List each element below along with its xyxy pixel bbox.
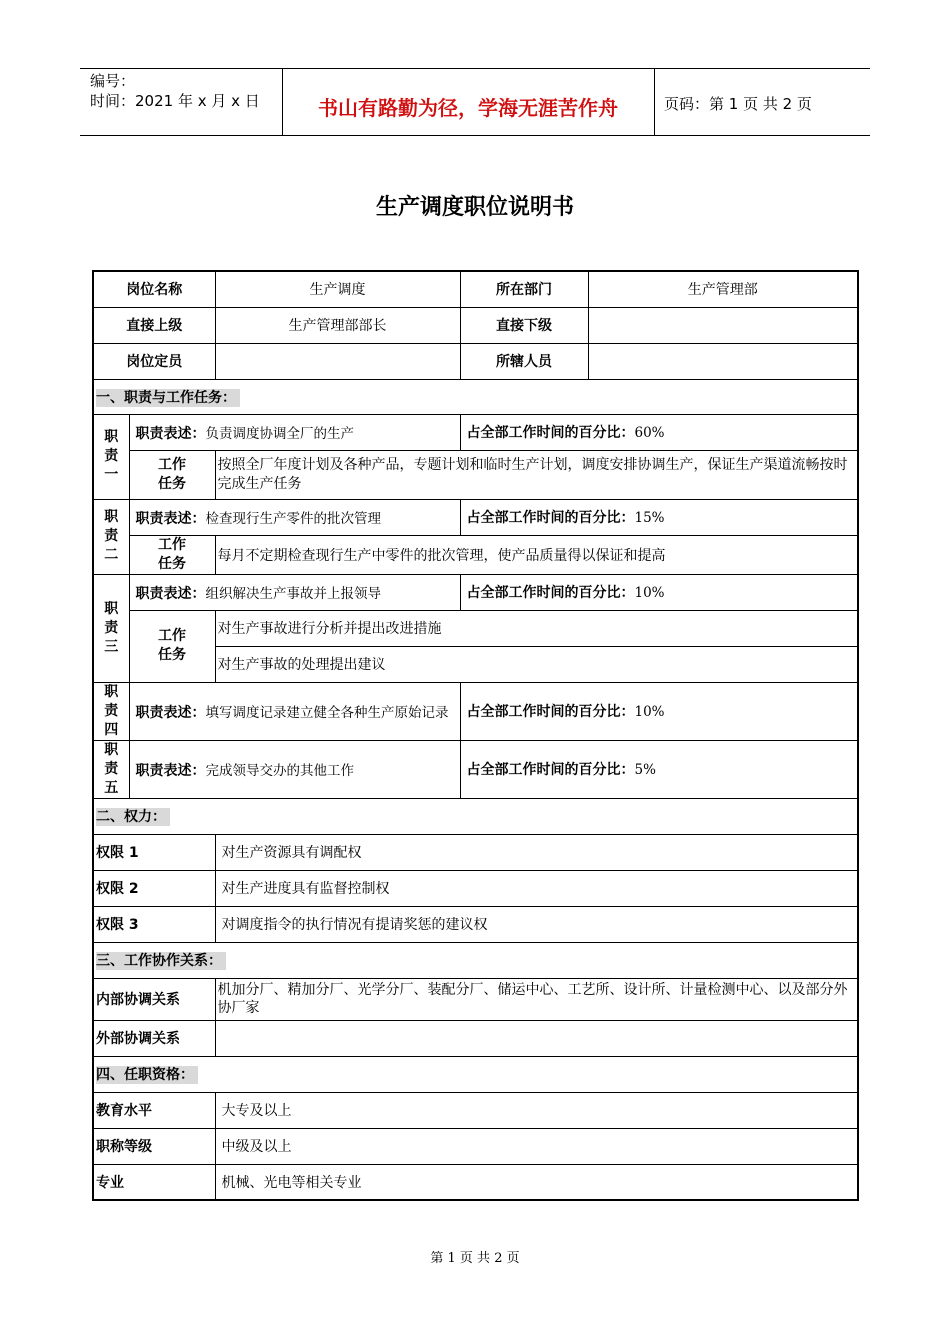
position-name-label: 岗位名称 xyxy=(93,271,215,307)
task-label: 工作 任务 xyxy=(129,450,215,499)
duty-percent-label: 占全部工作时间的百分比： xyxy=(466,425,635,441)
qualification-label: 教育水平 xyxy=(93,1092,215,1128)
page-indicator: 页码：第 1 页 共 2 页 xyxy=(664,95,812,113)
authority-text: 对生产资源具有调配权 xyxy=(215,834,858,870)
external-relations-text xyxy=(215,1020,858,1056)
authority-text: 对生产进度具有监督控制权 xyxy=(215,870,858,906)
qualification-label: 专业 xyxy=(93,1164,215,1200)
task-text: 对生产事故进行分析并提出改进措施 xyxy=(215,610,858,646)
staff-value xyxy=(588,343,858,379)
duty-percent: 10% xyxy=(634,585,665,601)
duty-percent-label: 占全部工作时间的百分比： xyxy=(466,762,635,778)
basic-row xyxy=(93,271,858,307)
duty-desc-label: 职责表述： xyxy=(135,585,206,602)
duty-percent: 5% xyxy=(634,762,656,778)
authority-text: 对调度指令的执行情况有提请奖惩的建议权 xyxy=(215,906,858,942)
duty-percent-label: 占全部工作时间的百分比： xyxy=(466,510,635,526)
document-date: 时间：2021 年 x 月 x 日 xyxy=(90,92,260,110)
section-title-authority: 二、权力： xyxy=(96,808,170,826)
header-top-rule xyxy=(80,68,870,69)
qualification-text: 机械、光电等相关专业 xyxy=(215,1164,858,1200)
duty-task-row xyxy=(93,535,858,574)
duty-percent-label: 占全部工作时间的百分比： xyxy=(466,704,635,720)
subordinate-value xyxy=(588,307,858,343)
section-title-relations: 三、工作协作关系： xyxy=(96,952,226,970)
duty-row xyxy=(93,414,858,450)
section-header xyxy=(93,1056,858,1092)
position-name-value: 生产调度 xyxy=(215,271,460,307)
task-label: 工作 任务 xyxy=(129,535,215,574)
duty-desc-label: 职责表述： xyxy=(135,510,206,527)
duty-percent-label: 占全部工作时间的百分比： xyxy=(466,585,635,601)
authority-label: 权限 3 xyxy=(93,906,215,942)
task-label: 工作 任务 xyxy=(129,610,215,682)
duty-desc-label: 职责表述： xyxy=(135,762,206,779)
duty-label: 职 责 四 xyxy=(93,682,129,740)
qualification-row xyxy=(93,1092,858,1128)
headcount-label: 岗位定员 xyxy=(93,343,215,379)
duty-row xyxy=(93,682,858,740)
headcount-value xyxy=(215,343,460,379)
task-text: 对生产事故的处理提出建议 xyxy=(215,646,858,682)
qualification-text: 中级及以上 xyxy=(215,1128,858,1164)
page-footer: 第 1 页 共 2 页 xyxy=(430,1251,520,1266)
duty-desc: 完成领导交办的其他工作 xyxy=(205,762,354,779)
superior-value: 生产管理部部长 xyxy=(215,307,460,343)
basic-row xyxy=(93,343,858,379)
qualification-row xyxy=(93,1128,858,1164)
task-text: 按照全厂年度计划及各种产品，专题计划和临时生产计划，调度安排协调生产，保证生产渠道流畅按时完成生产任务 xyxy=(215,450,858,499)
duty-label: 职 责 一 xyxy=(93,414,129,499)
motto: 书山有路勤为径，学海无涯苦作舟 xyxy=(318,96,618,120)
duty-row xyxy=(93,574,858,610)
duty-percent: 60% xyxy=(634,425,665,441)
header-divider xyxy=(654,68,655,136)
qualification-text: 大专及以上 xyxy=(215,1092,858,1128)
duty-label: 职 责 五 xyxy=(93,740,129,798)
subordinate-label: 直接下级 xyxy=(460,307,588,343)
task-text: 每月不定期检查现行生产中零件的批次管理，使产品质量得以保证和提高 xyxy=(215,535,858,574)
duty-desc: 负责调度协调全厂的生产 xyxy=(205,425,354,442)
qualification-row xyxy=(93,1164,858,1200)
qualification-label: 职称等级 xyxy=(93,1128,215,1164)
internal-relations-label: 内部协调关系 xyxy=(93,978,215,1020)
authority-row xyxy=(93,870,858,906)
authority-row xyxy=(93,906,858,942)
relation-row xyxy=(93,1020,858,1056)
duty-task-row xyxy=(93,610,858,646)
external-relations-label: 外部协调关系 xyxy=(93,1020,215,1056)
authority-row xyxy=(93,834,858,870)
duty-desc-label: 职责表述： xyxy=(135,704,206,721)
document-number: 编号： xyxy=(90,72,136,90)
section-header xyxy=(93,798,858,834)
internal-relations-text: 机加分厂、精加分厂、光学分厂、装配分厂、储运中心、工艺所、设计所、计量检测中心、以及部分外协厂家 xyxy=(215,978,858,1020)
duty-label: 职 责 二 xyxy=(93,499,129,574)
page-title: 生产调度职位说明书 xyxy=(375,195,574,220)
duty-percent: 10% xyxy=(634,704,665,720)
duty-desc: 填写调度记录建立健全各种生产原始记录 xyxy=(205,704,449,721)
duty-desc: 检查现行生产零件的批次管理 xyxy=(205,510,381,527)
duty-row xyxy=(93,499,858,535)
job-description-table xyxy=(92,270,859,1201)
authority-label: 权限 2 xyxy=(93,870,215,906)
staff-label: 所辖人员 xyxy=(460,343,588,379)
duty-percent: 15% xyxy=(634,510,665,526)
authority-label: 权限 1 xyxy=(93,834,215,870)
superior-label: 直接上级 xyxy=(93,307,215,343)
section-header xyxy=(93,942,858,978)
duty-desc-label: 职责表述： xyxy=(135,425,206,442)
basic-row xyxy=(93,307,858,343)
section-header xyxy=(93,379,858,414)
duty-task-row xyxy=(93,450,858,499)
duty-desc: 组织解决生产事故并上报领导 xyxy=(205,585,381,602)
header-bottom-rule xyxy=(80,135,870,136)
relation-row xyxy=(93,978,858,1020)
department-label: 所在部门 xyxy=(460,271,588,307)
section-title-qualifications: 四、任职资格： xyxy=(96,1066,198,1084)
section-title-duties: 一、职责与工作任务： xyxy=(96,389,240,407)
department-value: 生产管理部 xyxy=(588,271,858,307)
duty-label: 职 责 三 xyxy=(93,574,129,682)
duty-row xyxy=(93,740,858,798)
